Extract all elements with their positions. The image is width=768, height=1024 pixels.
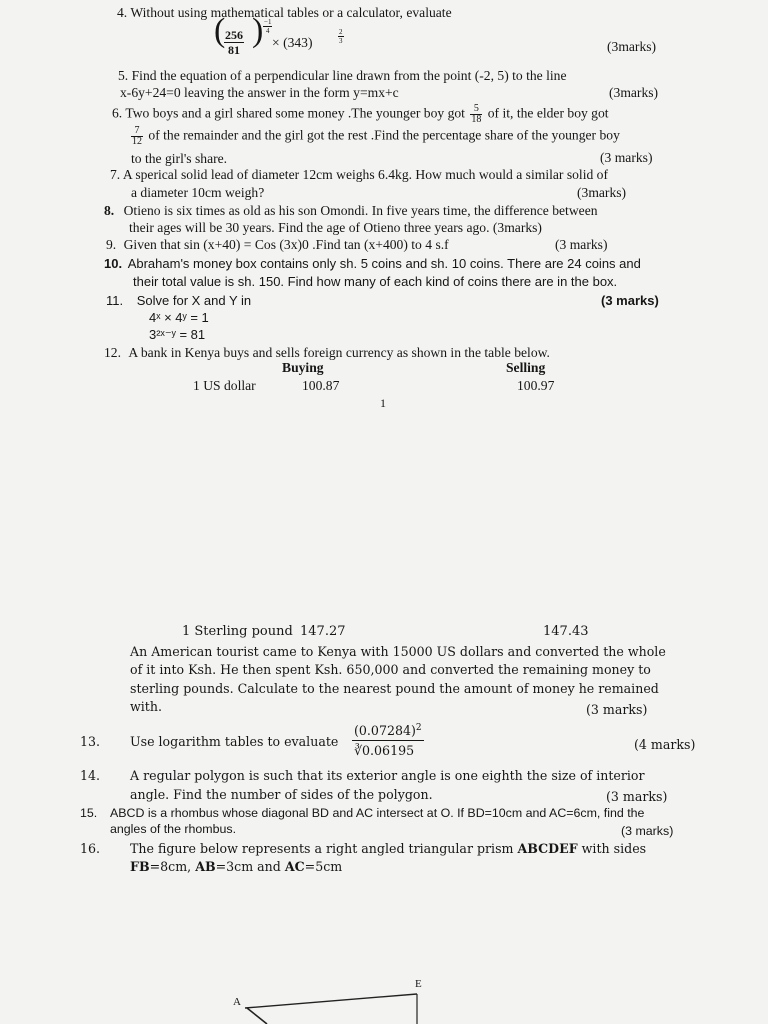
marks: (3marks) <box>577 185 627 200</box>
question-text: A sperical solid lead of diameter 12cm weighs 6.4kg. How much would a similar solid of <box>122 167 608 182</box>
paragraph-line-3: sterling pounds. Calculate to the nearest pound the amount of money he remained <box>130 681 659 696</box>
question-text-line2: angles of the rhombus. <box>110 822 237 836</box>
question-text: Find the equation of a perpendicular line drawn from the point (-2, 5) to the line <box>131 68 567 83</box>
question-9 <box>106 236 449 253</box>
denominator: 12 <box>132 136 142 147</box>
fraction <box>224 28 244 57</box>
table-row-label: 1 US dollar <box>193 378 256 393</box>
marks: (3 marks) <box>600 150 653 165</box>
marks: (3 marks) <box>586 702 648 717</box>
question-7 <box>110 166 608 183</box>
exponent-2 <box>338 28 344 45</box>
marks: (3 marks) <box>606 789 668 804</box>
question-number: 14. <box>80 768 101 783</box>
question-4 <box>117 4 452 21</box>
prism-figure <box>225 964 485 1024</box>
question-6 <box>112 104 609 125</box>
question-number: 5. <box>118 68 129 83</box>
question-text-line2: their ages will be 30 years. Find the age of Otieno three years ago. (3marks) <box>129 220 542 235</box>
side-label: FB <box>130 859 150 874</box>
fraction-7-12 <box>131 126 143 147</box>
question-text: of it, the elder boy got <box>487 105 609 121</box>
column-header-selling: Selling <box>506 360 546 375</box>
equation-2: 3²ˣ⁻ʸ = 81 <box>149 327 206 342</box>
page-number: 1 <box>380 396 386 410</box>
marks: (3 marks) <box>601 293 659 308</box>
question-number: 4. <box>117 5 128 20</box>
question-text: Abraham's money box contains only sh. 5 coins and sh. 10 coins. There are 24 coins and <box>127 256 641 271</box>
denominator: 18 <box>471 114 482 125</box>
marks: (3 marks) <box>555 237 608 252</box>
numerator: 7 <box>131 126 143 137</box>
question-number: 15. <box>80 806 98 820</box>
numerator: (0.07284) <box>354 723 416 739</box>
question-text: Without using mathematical tables or a calculator, evaluate <box>130 5 452 20</box>
question-text: Solve for X and Y in <box>136 293 252 308</box>
question-11 <box>106 292 251 309</box>
question-text-line2: their total value is sh. 150. Find how many of each kind of coins there are in the box. <box>133 274 618 289</box>
table-cell-selling: 147.43 <box>543 624 589 639</box>
table-row-label: 1 Sterling pound <box>182 624 293 639</box>
vertex-label-a: A <box>233 996 241 1008</box>
question-text: ABCD is a rhombus whose diagonal BD and AC intersect at O. If BD=10cm and AC=6cm, find the <box>110 806 645 820</box>
exponent-denominator: 4 <box>265 27 270 35</box>
paragraph-line-4: with. <box>130 699 162 714</box>
numerator: 256 <box>225 28 243 42</box>
question-text: A regular polygon is such that its exterior angle is one eighth the size of interior <box>130 768 645 783</box>
question-6-line2 <box>131 126 620 147</box>
marks: (3marks) <box>609 85 659 100</box>
side-value: =3cm and <box>215 859 281 874</box>
times-term: × (343) <box>272 35 313 50</box>
exponent-denominator: 3 <box>339 37 343 45</box>
paragraph-line-1: An American tourist came to Kenya with 15000 US dollars and converted the whole <box>130 644 666 659</box>
equation-1: 4ˣ × 4ʸ = 1 <box>149 310 209 325</box>
question-text: of the remainder and the girl got the rest .Find the percentage share of the younger boy <box>148 127 620 143</box>
fraction-5-18 <box>470 104 482 125</box>
question-number: 13. <box>80 734 101 749</box>
question-text-line2: a diameter 10cm weigh? <box>131 185 265 200</box>
side-label: AB <box>195 859 216 874</box>
question-text: with sides <box>581 841 647 856</box>
question-number: 11. <box>106 293 124 308</box>
column-header-buying: Buying <box>282 360 324 375</box>
question-text-line2: angle. Find the number of sides of the polygon. <box>130 787 433 802</box>
numerator-exponent: 2 <box>415 723 422 733</box>
question-text-line3: to the girl's share. <box>131 151 228 166</box>
question-number: 8. <box>104 203 115 218</box>
marks: (3 marks) <box>621 824 674 838</box>
question-number: 9. <box>106 237 117 252</box>
exponent-numerator: 2 <box>339 28 343 36</box>
table-cell-selling: 100.97 <box>517 378 555 393</box>
right-paren: ) <box>252 12 264 49</box>
question-number: 7. <box>110 167 121 182</box>
question-text: Given that sin (x+40) = Cos (3x)0 .Find tan (x+400) to 4 s.f <box>123 237 449 252</box>
exponent-numerator: −1 <box>264 18 272 26</box>
question-10 <box>104 255 641 272</box>
denominator: 81 <box>228 43 240 57</box>
exponent-1 <box>263 18 272 35</box>
question-number: 16. <box>80 841 101 856</box>
question-text: A bank in Kenya buys and sells foreign currency as shown in the table below. <box>128 345 550 360</box>
question-5 <box>118 67 566 84</box>
numerator: 5 <box>470 104 482 115</box>
paragraph-line-2: of it into Ksh. He then spent Ksh. 650,000 and converted the remaining money to <box>130 662 651 677</box>
question-16-line2 <box>130 858 342 875</box>
left-paren: ( <box>214 12 226 49</box>
log-fraction <box>352 720 424 759</box>
table-cell-buying: 100.87 <box>302 378 340 393</box>
edge-a-down <box>247 1008 267 1024</box>
marks: (4 marks) <box>634 737 696 752</box>
prism-name: ABCDEF <box>517 841 578 856</box>
side-label: AC <box>284 859 305 874</box>
marks: (3marks) <box>607 39 657 54</box>
question-number: 10. <box>104 256 123 271</box>
question-text: Use logarithm tables to evaluate <box>130 734 339 749</box>
question-text: The figure below represents a right angled triangular prism <box>130 841 514 856</box>
question-text: Two boys and a girl shared some money .The younger boy got <box>125 105 465 121</box>
question-number: 12. <box>104 345 121 360</box>
question-12 <box>104 344 550 361</box>
question-16-line1 <box>130 840 646 857</box>
edge-a-e <box>245 994 417 1008</box>
question-text-line2: x-6y+24=0 leaving the answer in the form y=mx+c <box>120 85 399 100</box>
vertex-label-e: E <box>415 978 422 990</box>
side-value: =5cm <box>304 859 343 874</box>
table-cell-buying: 147.27 <box>300 624 346 639</box>
question-number: 6. <box>112 105 123 121</box>
question-8 <box>104 202 598 219</box>
side-value: =8cm, <box>149 859 192 874</box>
denominator: ∛0.06195 <box>354 743 415 759</box>
question-text: Otieno is six times as old as his son Omondi. In five years time, the difference between <box>123 203 598 218</box>
